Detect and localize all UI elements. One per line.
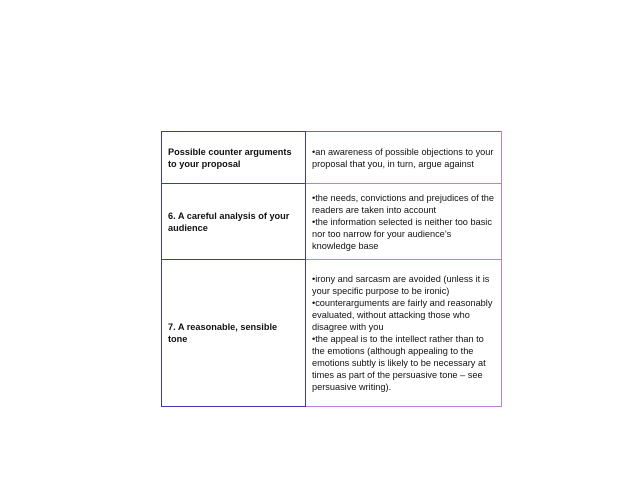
bullet-item: •the needs, convictions and prejudices of the readers are taken into account [312, 192, 494, 215]
row-description [306, 132, 502, 184]
bullet-item: •the information selected is neither too basic nor too narrow for your audience’s knowledge base [312, 216, 492, 251]
criteria-table [161, 131, 502, 407]
row-label: 6. A careful analysis of your audience [162, 184, 306, 260]
table-row [162, 184, 502, 260]
row-description [306, 184, 502, 260]
row-description [306, 260, 502, 407]
bullet-item: •counterarguments are fairly and reasonably evaluated, without attacking those who disagree with you [312, 298, 493, 332]
bullet-item: •irony and sarcasm are avoided (unless it is your specific purpose to be ironic) [312, 274, 490, 296]
row-label: Possible counter arguments to your proposal [162, 132, 306, 184]
bullet-item: •the appeal is to the intellect rather than to the emotions (although appealing to the emotions subtly is likely to be necessary at times as part of the persuasive tone – see persuasive writing). [312, 334, 486, 392]
table-row [162, 132, 502, 184]
table-row [162, 260, 502, 407]
row-label: 7. A reasonable, sensible tone [162, 260, 306, 407]
bullet-item: •an awareness of possible objections to your proposal that you, in turn, argue against [312, 146, 494, 169]
